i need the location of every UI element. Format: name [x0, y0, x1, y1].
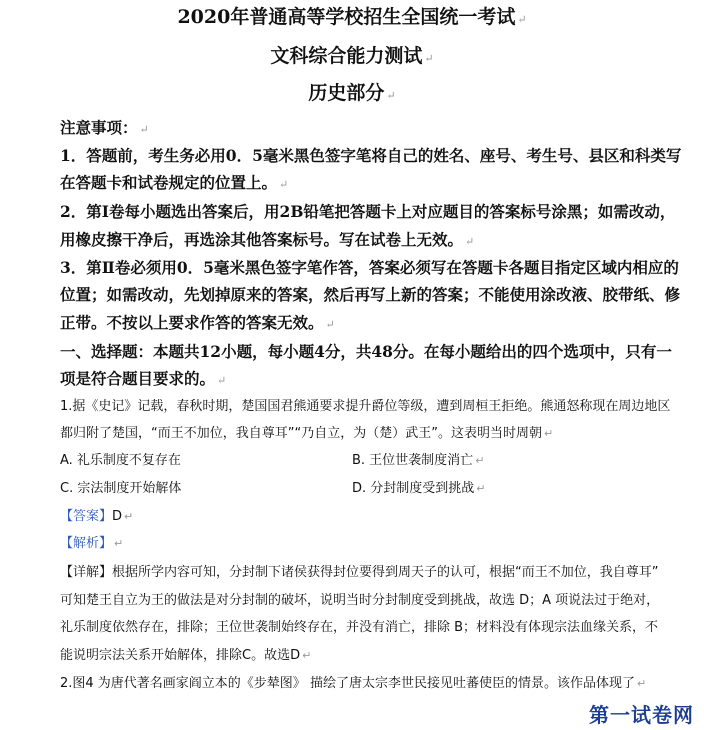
exam-subtitle: 文科综合能力测试 ↵: [270, 45, 434, 67]
notice-line: 1．答题前，考生务必用0．5毫米黑色签字笔将自己的姓名、座号、考生号、县区和科类写: [60, 146, 682, 165]
notice-line: 3．第Ⅱ卷必须用0．5毫米黑色签字笔作答，答案必须写在答题卡各题目指定区域内相应的: [60, 258, 679, 277]
notice-line: 正带。不按以上要求作答的答案无效。 ↵: [60, 313, 335, 332]
exam-section-title: 历史部分 ↵: [308, 82, 396, 104]
detail-tag: 【详解】: [60, 565, 113, 580]
option-d: D. 分封制度受到挑战 ↵: [352, 481, 486, 496]
detail-line: 可知楚王自立为王的做法是对分封制的破坏，说明当时分封制度受到挑战，故选 D；A 项说法过于绝对，: [60, 593, 660, 608]
notice-line: 用橡皮擦干净后，再选涂其他答案标号。写在试卷上无效。 ↵: [60, 230, 475, 249]
notice-heading: 注意事项： ↵: [60, 118, 149, 137]
section-instructions: 一、选择题：本题共12小题，每小题4分，共48分。在每小题给出的四个选项中，只有一: [60, 342, 672, 361]
question-stem: 都归附了楚国，“而王不加位，我自尊耳”“乃自立，为（楚）武王”。这表明当时周朝 ↵: [60, 426, 554, 441]
brand-logo: 第一试卷网: [589, 703, 694, 727]
notice-line: 2．第Ⅰ卷每小题选出答案后，用2B铅笔把答题卡上对应题目的答案标号涂黑；如需改动，: [60, 202, 676, 221]
answer-value: D: [112, 509, 123, 524]
notice-line: 位置；如需改动，先划掉原来的答案，然后再写上新的答案；不能使用涂改液、胶带纸、修: [60, 285, 681, 304]
option-c: C. 宗法制度开始解体: [60, 481, 182, 496]
section-instructions: 项是符合题目要求的。 ↵: [60, 369, 227, 388]
notice-line: 在答题卡和试卷规定的位置上。 ↵: [60, 173, 289, 192]
analysis-tag: 【解析】: [60, 536, 113, 551]
answer-tag: 【答案】: [60, 509, 113, 524]
question-stem: 2.图4 为唐代著名画家阎立本的《步辇图》 描绘了唐太宗李世民接见吐蕃使臣的情景。该作品体现了 ↵: [60, 676, 647, 691]
detail-line: 礼乐制度依然存在，排除；王位世袭制始终存在，并没有消亡，排除 B；材料没有体现宗法血缘关系，不: [60, 620, 659, 635]
analysis-line: 【解析】 ↵: [60, 536, 124, 551]
option-a: A. 礼乐制度不复存在: [60, 453, 181, 468]
question-stem: 1.据《史记》记载，春秋时期，楚国国君熊通要求提升爵位等级，遭到周桓王拒绝。熊通怒称现在周边地区: [60, 399, 671, 414]
exam-title: 2020年普通高等学校招生全国统一考试 ↵: [177, 6, 527, 28]
detail-line: 能说明宗法关系开始解体，排除C。故选D ↵: [60, 648, 312, 663]
detail-line: 【详解】根据所学内容可知，分封制下诸侯获得封位要得到周天子的认可，根据“而王不加位，我自尊耳”: [60, 565, 659, 580]
answer-line: 【答案】D ↵: [60, 509, 134, 524]
option-b: B. 王位世袭制度消亡 ↵: [352, 453, 485, 468]
